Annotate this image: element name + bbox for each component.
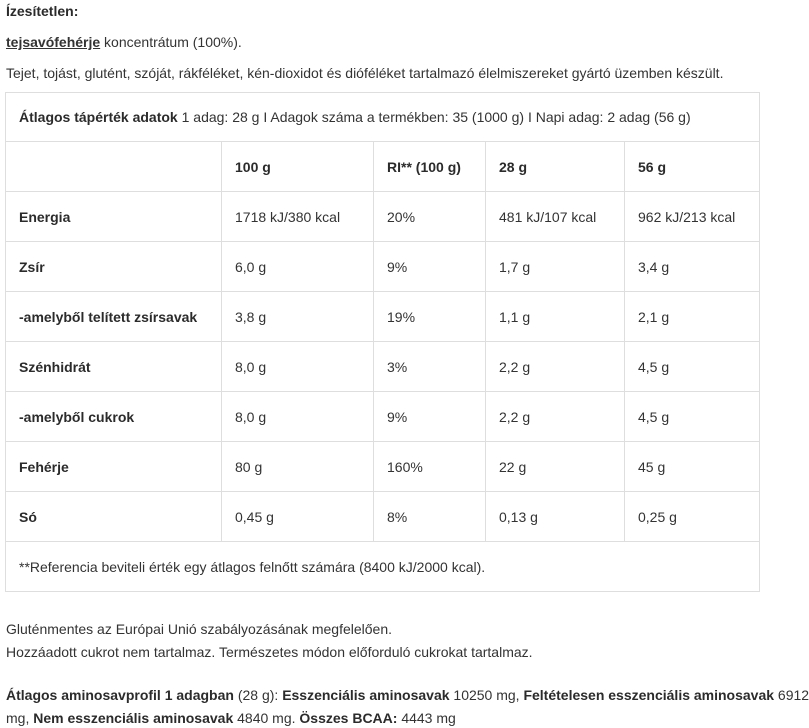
cell-value: 8,0 g <box>222 392 374 442</box>
cell-value: 19% <box>374 292 486 342</box>
cell-value: 1,1 g <box>486 292 625 342</box>
cell-value: 45 g <box>625 442 760 492</box>
ingredients-line <box>6 33 242 51</box>
cell-value: 9% <box>374 392 486 442</box>
column-header: 56 g <box>625 142 760 192</box>
cell-value: 0,45 g <box>222 492 374 542</box>
table-row <box>6 342 760 392</box>
column-header: 28 g <box>486 142 625 192</box>
column-header: 100 g <box>222 142 374 192</box>
row-label: -amelyből cukrok <box>6 392 222 442</box>
table-row <box>6 492 760 542</box>
row-label: Energia <box>6 192 222 242</box>
amino-line-1: Átlagos aminosavprofil 1 adagban (28 g): Esszenciális aminosavak 10250 mg, Feltételesen esszenciális aminosavak 6912 <box>6 687 809 703</box>
cell-value: 4,5 g <box>625 392 760 442</box>
cell-value: 0,13 g <box>486 492 625 542</box>
allergen-note: Tejet, tojást, glutént, szóját, rákféléket, kén-dioxidot és dióféléket tartalmazó élelmiszereket gyártó üzemben készült. <box>6 65 724 81</box>
cell-value: 481 kJ/107 kcal <box>486 192 625 242</box>
cell-value: 160% <box>374 442 486 492</box>
footnote-row <box>6 542 760 592</box>
row-label: Só <box>6 492 222 542</box>
cell-value: 1,7 g <box>486 242 625 292</box>
table-row <box>6 292 760 342</box>
cell-value: 2,2 g <box>486 342 625 392</box>
ingredient-link[interactable]: tejsavófehérje <box>6 34 101 50</box>
cell-value: 3% <box>374 342 486 392</box>
cell-value: 4,5 g <box>625 342 760 392</box>
footnote: **Referencia beviteli érték egy átlagos felnőtt számára (8400 kJ/2000 kcal). <box>6 542 760 592</box>
table-row <box>6 192 760 242</box>
table-caption-row <box>6 93 760 142</box>
cell-value: 8% <box>374 492 486 542</box>
cell-value: 2,2 g <box>486 392 625 442</box>
cell-value: 962 kJ/213 kcal <box>625 192 760 242</box>
cell-value: 6,0 g <box>222 242 374 292</box>
cell-value: 2,1 g <box>625 292 760 342</box>
column-header-row <box>6 142 760 192</box>
cell-value: 20% <box>374 192 486 242</box>
nutrition-table <box>5 92 760 592</box>
row-label: Szénhidrát <box>6 342 222 392</box>
row-label: Fehérje <box>6 442 222 492</box>
flavor-heading: Ízesítetlen: <box>6 3 79 19</box>
table-caption: Átlagos tápérték adatok 1 adag: 28 g I Adagok száma a termékben: 35 (1000 g) I Napi adag: 2 adag (56 g) <box>6 93 760 142</box>
cell-value: 9% <box>374 242 486 292</box>
cell-value: 8,0 g <box>222 342 374 392</box>
row-label: Zsír <box>6 242 222 292</box>
sugar-note: Hozzáadott cukrot nem tartalmaz. Természetes módon előforduló cukrokat tartalmaz. <box>6 644 533 660</box>
cell-value: 80 g <box>222 442 374 492</box>
table-row <box>6 242 760 292</box>
ingredient-text: koncentrátum (100%). <box>100 34 242 50</box>
cell-value: 0,25 g <box>625 492 760 542</box>
cell-value: 22 g <box>486 442 625 492</box>
table-row <box>6 392 760 442</box>
column-header <box>6 142 222 192</box>
table-row <box>6 442 760 492</box>
cell-value: 1718 kJ/380 kcal <box>222 192 374 242</box>
cell-value: 3,4 g <box>625 242 760 292</box>
column-header: RI** (100 g) <box>374 142 486 192</box>
gluten-note: Gluténmentes az Európai Unió szabályozásának megfelelően. <box>6 621 393 637</box>
amino-line-2: mg, Nem esszenciális aminosavak 4840 mg. Összes BCAA: 4443 mg <box>6 710 456 726</box>
cell-value: 3,8 g <box>222 292 374 342</box>
row-label: -amelyből telített zsírsavak <box>6 292 222 342</box>
